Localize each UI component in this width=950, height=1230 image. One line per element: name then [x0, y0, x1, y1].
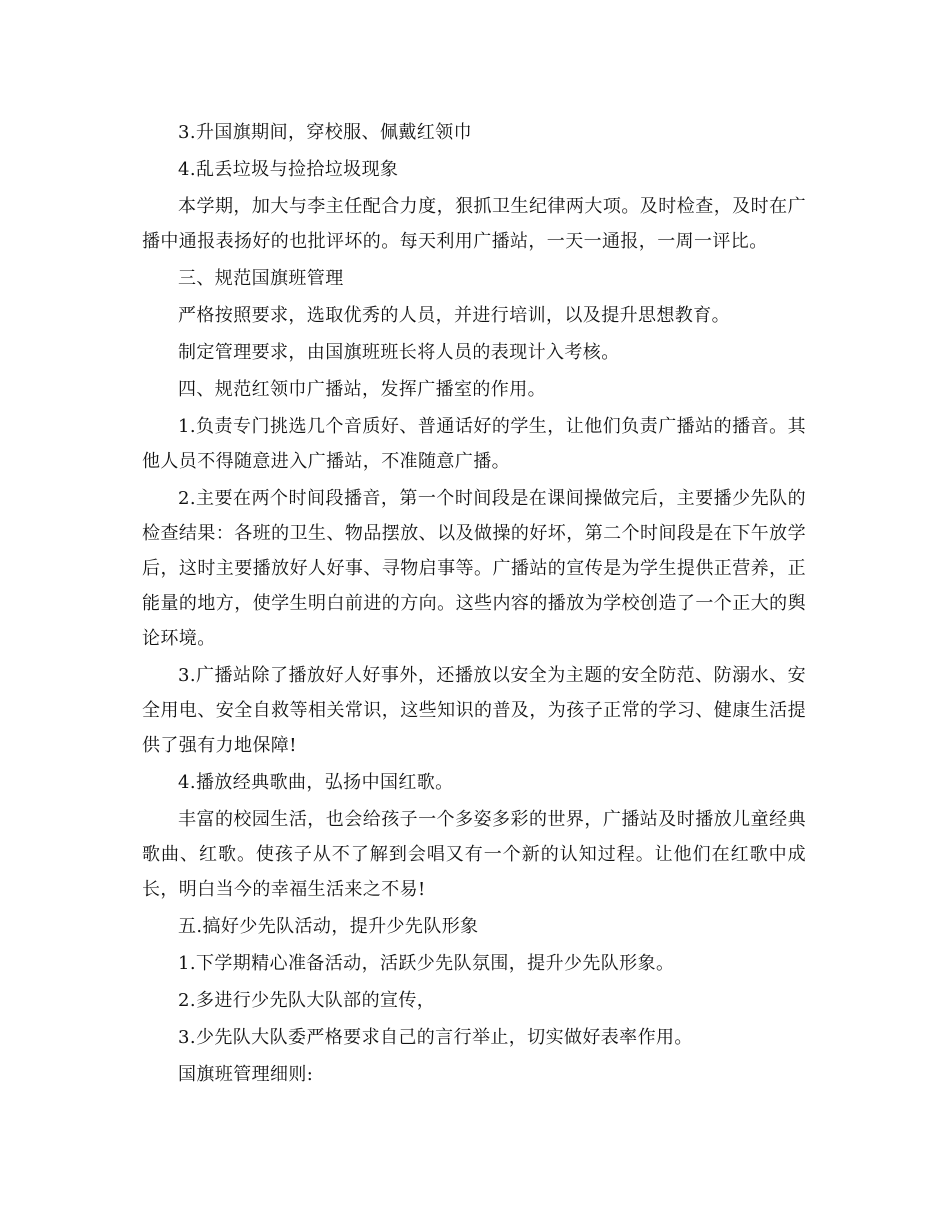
- paragraph: 4.播放经典歌曲，弘扬中国红歌。: [178, 772, 454, 793]
- paragraph: 国旗班管理细则:: [178, 1064, 314, 1085]
- paragraph: 1.下学期精心准备活动，活跃少先队氛围，提升少先队形象。: [178, 953, 675, 974]
- paragraph: 制定管理要求，由国旗班班长将人员的表现计入考核。: [178, 342, 620, 363]
- section-heading: 五.搞好少先队活动，提升少先队形象: [178, 916, 479, 937]
- paragraph: 1.负责专门挑选几个音质好、普通话好的学生，让他们负责广播站的播音。其他人员不得随意进入广播站，不准随意广播。: [142, 416, 806, 472]
- paragraph: 2.主要在两个时间段播音，第一个时间段是在课间操做完后，主要播少先队的检查结果：各班的卫生、物品摆放、以及做操的好坏，第二个时间段是在下午放学后，这时主要播放好人好事、寻物启事等。广播站的宣传是为学生提供正营养，正能量的地方，使学生明白前进的方向。这些内容的播放为学校创造了一个正大的舆论环境。: [142, 488, 806, 649]
- paragraph: 丰富的校园生活，也会给孩子一个多姿多彩的世界，广播站及时播放儿童经典歌曲、红歌。使孩子从不了解到会唱又有一个新的认知过程。让他们在红歌中成长，明白当今的幸福生活来之不易!: [142, 809, 806, 900]
- section-heading: 四、规范红领巾广播站，发挥广播室的作用。: [178, 379, 546, 400]
- paragraph: 3.升国旗期间，穿校服、佩戴红领巾: [178, 122, 472, 143]
- paragraph: 4.乱丢垃圾与捡拾垃圾现象: [178, 159, 399, 180]
- paragraph: 3.广播站除了播放好人好事外，还播放以安全为主题的安全防范、防溺水、安全用电、安全自救等相关常识，这些知识的普及，为孩子正常的学习、健康生活提供了强有力地保障!: [142, 665, 806, 756]
- paragraph: 本学期，加大与李主任配合力度，狠抓卫生纪律两大项。及时检查，及时在广播中通报表扬好的也批评坏的。每天利用广播站，一天一通报，一周一评比。: [142, 196, 806, 252]
- section-heading: 三、规范国旗班管理: [178, 268, 344, 289]
- paragraph: 2.多进行少先队大队部的宣传，: [178, 990, 436, 1011]
- paragraph: 严格按照要求，选取优秀的人员，并进行培训，以及提升思想教育。: [178, 305, 730, 326]
- document-body: [142, 115, 806, 1094]
- paragraph: 3.少先队大队委严格要求自己的言行举止，切实做好表率作用。: [178, 1027, 693, 1048]
